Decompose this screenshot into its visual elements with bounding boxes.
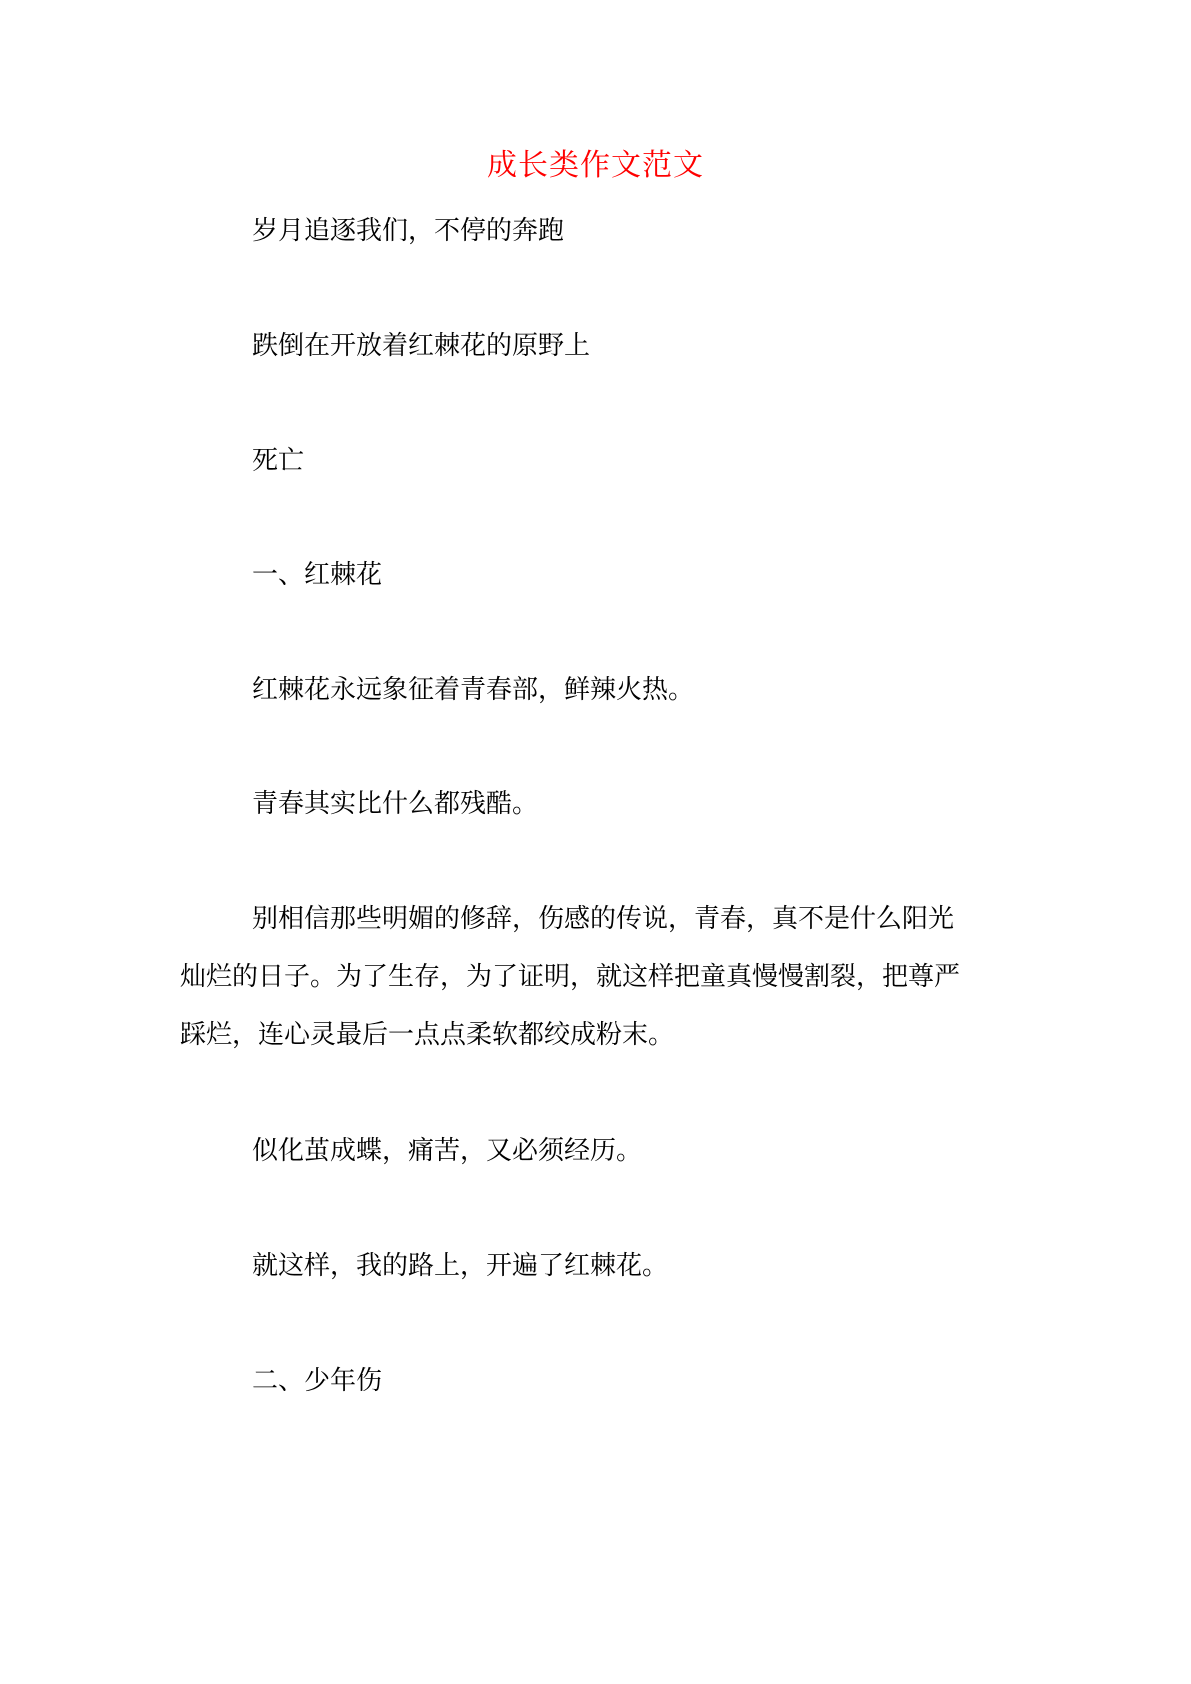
- paragraph-5: 红棘花永远象征着青春部，鲜辣火热。: [252, 675, 695, 705]
- paragraph-1: 岁月追逐我们，不停的奔跑: [252, 216, 565, 246]
- paragraph-4-heading: 一、红棘花: [252, 560, 383, 590]
- paragraph-10-heading: 二、少年伤: [252, 1366, 383, 1396]
- paragraph-7-line-2: 灿烂的日子。为了生存，为了证明，就这样把童真慢慢割裂，把尊严: [180, 962, 961, 992]
- paragraph-3: 死亡: [252, 446, 305, 476]
- paragraph-8: 似化茧成蝶，痛苦，又必须经历。: [252, 1136, 643, 1166]
- paragraph-7-line-3: 踩烂，连心灵最后一点点柔软都绞成粉末。: [180, 1020, 675, 1050]
- paragraph-2: 跌倒在开放着红棘花的原野上: [252, 331, 591, 361]
- paragraph-6: 青春其实比什么都残酷。: [252, 789, 539, 819]
- document-title: 成长类作文范文: [487, 148, 704, 183]
- paragraph-7-line-1: 别相信那些明媚的修辞，伤感的传说，青春，真不是什么阳光: [252, 904, 955, 934]
- paragraph-9: 就这样，我的路上，开遍了红棘花。: [252, 1251, 669, 1281]
